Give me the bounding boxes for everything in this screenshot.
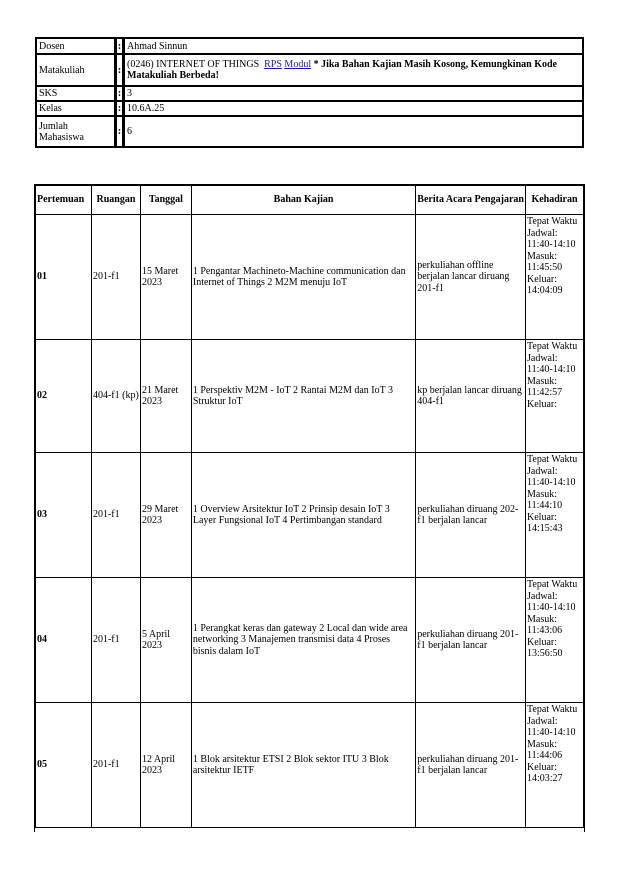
table-row	[36, 340, 584, 453]
report: perkuliahan diruang 201-f1 berjalan lancar	[416, 578, 526, 703]
date: 12 April 2023	[140, 703, 191, 828]
meeting-table	[35, 185, 584, 828]
date: 15 Maret 2023	[140, 215, 191, 340]
course-info-table	[35, 37, 584, 148]
kelas-value: 10.6A.25	[124, 101, 583, 116]
topic: 1 Overview Arsitektur IoT 2 Prinsip desain IoT 3 Layer Fungsional IoT 4 Pertimbangan standard	[191, 453, 415, 578]
table-header-row	[36, 186, 584, 215]
modul-link[interactable]: Modul	[284, 59, 312, 70]
room: 404-f1 (kp)	[91, 340, 140, 453]
colon: :	[115, 54, 124, 86]
room: 201-f1	[91, 453, 140, 578]
report: perkuliahan offline berjalan lancar diruang 201-f1	[416, 215, 526, 340]
rps-link[interactable]: RPS	[264, 59, 282, 70]
room: 201-f1	[91, 578, 140, 703]
meeting-number: 01	[36, 215, 92, 340]
meeting-number: 04	[36, 578, 92, 703]
jumlah-mahasiswa-label: Jumlah Mahasiswa	[36, 116, 115, 147]
attendance: Tepat Waktu Jadwal: 11:40-14:10 Masuk: 11:43:06 Keluar: 13:56:50	[526, 578, 584, 703]
meeting-number: 03	[36, 453, 92, 578]
report: perkuliahan diruang 202-f1 berjalan lancar	[416, 453, 526, 578]
topic: 1 Blok arsitektur ETSI 2 Blok sektor ITU 3 Blok arsitektur IETF	[191, 703, 415, 828]
attendance: Tepat Waktu Jadwal: 11:40-14:10 Masuk: 11:44:10 Keluar: 14:15:43	[526, 453, 584, 578]
sks-label: SKS	[36, 86, 115, 101]
colon: :	[115, 86, 124, 101]
attendance: Tepat Waktu Jadwal: 11:40-14:10 Masuk: 11:44:06 Keluar: 14:03:27	[526, 703, 584, 828]
header-pertemuan: Pertemuan	[36, 186, 92, 215]
colon: :	[115, 38, 124, 54]
attendance: Tepat Waktu Jadwal: 11:40-14:10 Masuk: 11:42:57 Keluar:	[526, 340, 584, 453]
date: 5 April 2023	[140, 578, 191, 703]
course-code: (0246) INTERNET OF THINGS	[127, 59, 260, 70]
date: 21 Maret 2023	[140, 340, 191, 453]
topic: 1 Perspektiv M2M - IoT 2 Rantai M2M dan IoT 3 Struktur IoT	[191, 340, 415, 453]
sks-value: 3	[124, 86, 583, 101]
table-row	[36, 215, 584, 340]
report: perkuliahan diruang 201-f1 berjalan lancar	[416, 703, 526, 828]
colon: :	[115, 101, 124, 116]
meeting-number: 02	[36, 340, 92, 453]
topic: 1 Pengantar Machineto-Machine communication dan Internet of Things 2 M2M menuju IoT	[191, 215, 415, 340]
header-tanggal: Tanggal	[140, 186, 191, 215]
course-code-warning: * Jika Bahan Kajian Masih Kosong, Kemungkinan Kode Matakuliah Berbeda!	[127, 59, 557, 81]
jumlah-mahasiswa-value: 6	[124, 116, 583, 147]
matakuliah-label: Matakuliah	[36, 54, 115, 86]
header-berita-acara: Berita Acara Pengajaran	[416, 186, 526, 215]
meeting-number: 05	[36, 703, 92, 828]
report: kp berjalan lancar diruang 404-f1	[416, 340, 526, 453]
kelas-label: Kelas	[36, 101, 115, 116]
header-kehadiran: Kehadiran	[526, 186, 584, 215]
topic: 1 Perangkat keras dan gateway 2 Local dan wide area networking 3 Manajemen transmisi data 4 Proses bisnis dalam IoT	[191, 578, 415, 703]
table-row	[36, 578, 584, 703]
table-row	[36, 453, 584, 578]
dosen-value: Ahmad Sinnun	[124, 38, 583, 54]
header-bahan-kajian: Bahan Kajian	[191, 186, 415, 215]
dosen-label: Dosen	[36, 38, 115, 54]
matakuliah-value	[124, 54, 583, 86]
room: 201-f1	[91, 703, 140, 828]
room: 201-f1	[91, 215, 140, 340]
colon: :	[115, 116, 124, 147]
date: 29 Maret 2023	[140, 453, 191, 578]
header-ruangan: Ruangan	[91, 186, 140, 215]
table-row	[36, 703, 584, 828]
attendance: Tepat Waktu Jadwal: 11:40-14:10 Masuk: 11:45:50 Keluar: 14:04:09	[526, 215, 584, 340]
